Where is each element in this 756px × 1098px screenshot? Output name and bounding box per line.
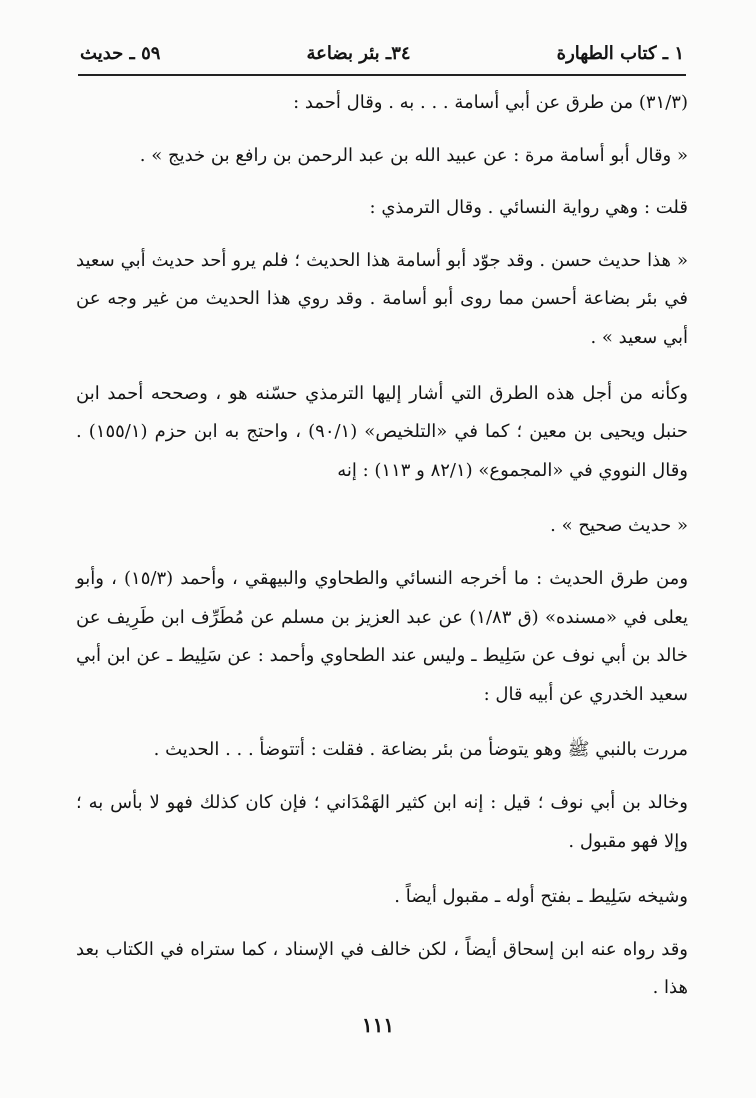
running-header: [80, 36, 684, 70]
paragraph-3: قلت : وهي رواية النسائي . وقال الترمذي :: [369, 197, 688, 219]
paragraph-9: وخالد بن أبي نوف ؛ قيل : إنه ابن كثير الهَمْدَاني ؛ فإن كان كذلك فهو لا بأس به ؛ وإلا فهو مقبول .: [76, 791, 688, 852]
header-divider: [78, 74, 686, 76]
paragraph-11: وقد رواه عنه ابن إسحاق أيضاً ، لكن خالف في الإسناد ، كما ستراه في الكتاب بعد هذا .: [76, 938, 688, 999]
paragraph-10: وشيخه سَلِيط ـ بفتح أوله ـ مقبول أيضاً .: [394, 886, 688, 908]
paragraph-2: « وقال أبو أسامة مرة : عن عبيد الله بن عبد الرحمن بن رافع بن خديج » .: [139, 144, 688, 166]
header-hadith: ٥٩ ـ حديث: [80, 42, 161, 64]
page-body: [76, 84, 688, 1025]
paragraph-4: « هذا حديث حسن . وقد جوّد أبو أسامة هذا الحديث ؛ فلم يرو أحد حديث أبي سعيد في بئر بضاعة أحسن مما روى أبو أسامة . وقد روي هذا الحديث من غير وجه عن أبي سعيد » .: [76, 249, 688, 348]
paragraph-6: « حديث صحيح » .: [550, 515, 688, 537]
paragraph-8: مررت بالنبي ﷺ وهو يتوضأ من بئر بضاعة . فقلت : أتتوضأ . . . الحديث .: [153, 739, 688, 761]
paragraph-1: (٣١/٣) من طرق عن أبي أسامة . . . به . وقال أحمد :: [293, 92, 688, 113]
header-chapter: ١ ـ كتاب الطهارة: [556, 42, 684, 64]
paragraph-7: ومن طرق الحديث : ما أخرجه النسائي والطحاوي والبيهقي ، وأحمد (١٥/٣) ، وأبو يعلى في «مسنده» (ق ١/٨٣) عن عبد العزيز بن مسلم عن مُطَرِّف ابن طَرِيف عن خالد بن أبي نوف عن سَلِيط ـ وليس عند الطحاوي وأحمد : عن سَلِيط ـ عن ابن أبي سعيد الخدري عن أبيه قال :: [76, 567, 689, 705]
page-number: ١١١: [361, 1013, 395, 1037]
paragraph-5: وكأنه من أجل هذه الطرق التي أشار إليها الترمذي حسّنه هو ، وصححه أحمد ابن حنبل ويحيى بن معين ؛ كما في «التلخيص» (٩٠/١) ، واحتج به ابن حزم (١٥٥/١) . وقال النووي في «المجموع» (٨٢/١ و ١١٣) : إنه: [76, 382, 688, 481]
header-section: ٣٤ـ بئر بضاعة: [306, 42, 411, 64]
